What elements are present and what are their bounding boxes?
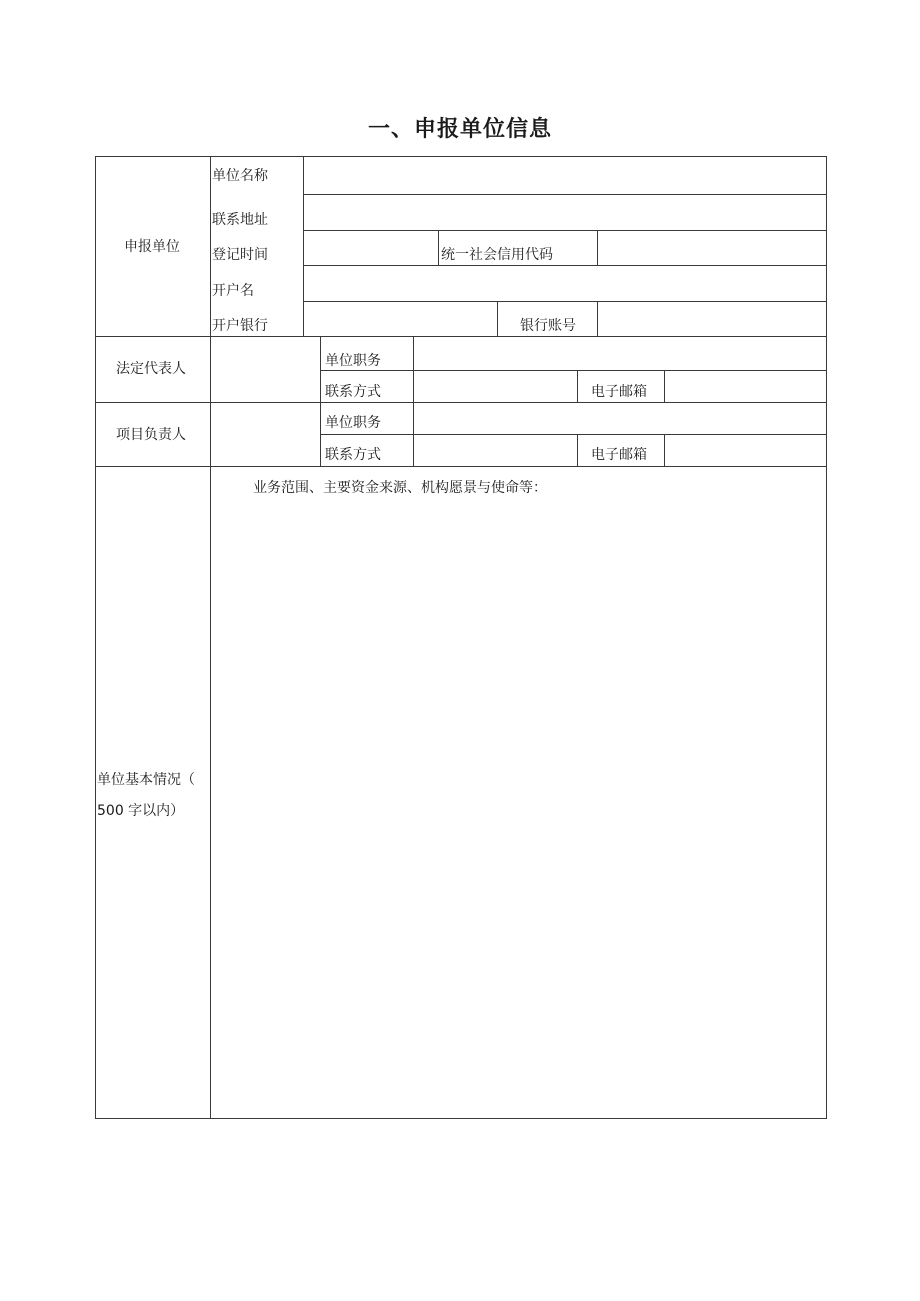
section-label-legal-rep: 法定代表人	[116, 361, 186, 377]
credit-code-label: 统一社会信用代码	[441, 247, 553, 263]
project-lead-contact-label: 联系方式	[325, 447, 381, 463]
legal-rep-position-field[interactable]	[414, 337, 826, 370]
unit-name-label: 单位名称	[212, 168, 268, 184]
project-lead-email-label: 电子邮箱	[591, 447, 647, 463]
column-divider	[320, 336, 321, 402]
section-label-project-lead: 项目负责人	[116, 427, 186, 443]
credit-code-field[interactable]	[598, 231, 826, 265]
registration-time-field[interactable]	[304, 231, 438, 265]
table-border-left	[95, 156, 96, 1119]
column-divider	[497, 301, 498, 336]
account-number-label: 银行账号	[520, 318, 576, 334]
table-border-bottom	[95, 1118, 827, 1119]
project-lead-name-field[interactable]	[211, 403, 320, 466]
project-lead-position-label: 单位职务	[325, 415, 381, 431]
project-lead-contact-field[interactable]	[414, 435, 577, 466]
section-label-applicant: 申报单位	[124, 239, 180, 255]
column-divider	[577, 434, 578, 466]
legal-rep-contact-label: 联系方式	[325, 384, 381, 400]
legal-rep-contact-field[interactable]	[414, 371, 577, 402]
address-label: 联系地址	[212, 212, 268, 228]
table-border-right	[826, 156, 827, 1119]
column-divider	[320, 402, 321, 466]
account-name-field[interactable]	[304, 266, 826, 301]
address-field[interactable]	[304, 195, 826, 230]
basic-info-label-line1: 单位基本情况（	[97, 772, 195, 788]
basic-info-label-line2: 500 字以内）	[97, 803, 185, 819]
account-number-field[interactable]	[598, 302, 826, 336]
basic-info-prompt: 业务范围、主要资金来源、机构愿景与使命等：	[253, 480, 547, 496]
legal-rep-position-label: 单位职务	[325, 353, 381, 369]
column-divider	[577, 370, 578, 402]
project-lead-email-field[interactable]	[665, 435, 826, 466]
registration-time-label: 登记时间	[212, 247, 268, 263]
account-name-label: 开户名	[212, 283, 254, 299]
bank-label: 开户银行	[212, 318, 268, 334]
legal-rep-name-field[interactable]	[211, 337, 320, 402]
bank-field[interactable]	[304, 302, 497, 336]
basic-info-textarea[interactable]	[211, 467, 826, 1118]
page-title: 一、申报单位信息	[367, 117, 552, 142]
project-lead-position-field[interactable]	[414, 403, 826, 434]
legal-rep-email-label: 电子邮箱	[591, 384, 647, 400]
legal-rep-email-field[interactable]	[665, 371, 826, 402]
unit-name-field[interactable]	[304, 157, 826, 194]
column-divider	[438, 230, 439, 265]
